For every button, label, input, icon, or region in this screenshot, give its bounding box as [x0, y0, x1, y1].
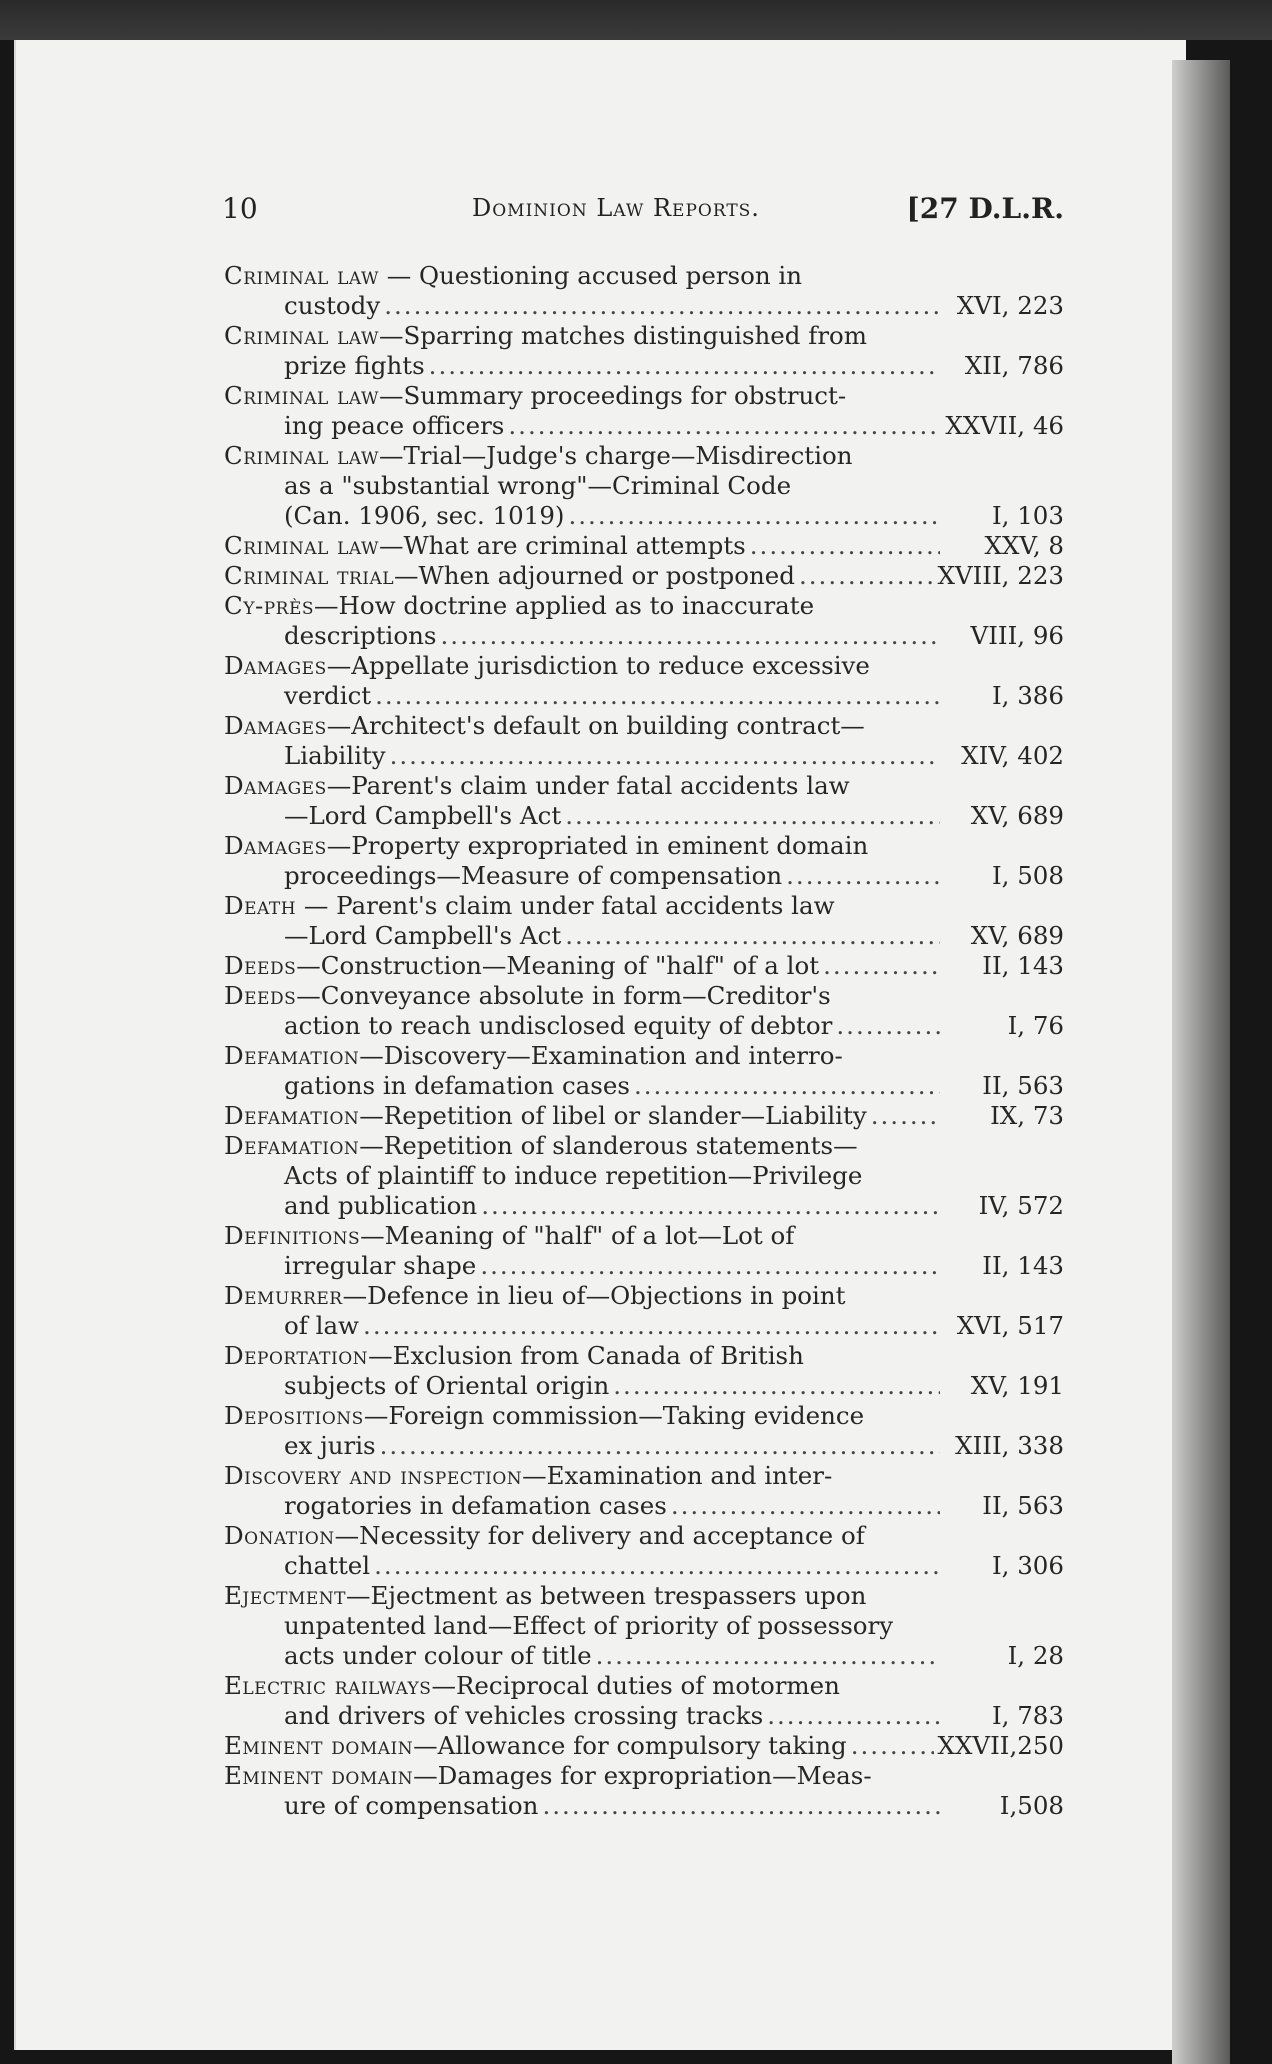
entry-heading-text: Definitions—Meaning of "half" of a lot—Lot of: [224, 1221, 795, 1250]
entry-continuation-text: ex juris: [284, 1431, 376, 1460]
volume-page-reference: I,508: [999, 1791, 1064, 1820]
volume-page-reference: I, 306: [991, 1551, 1064, 1580]
entry-heading-text: Deportation—Exclusion from Canada of British: [224, 1341, 804, 1370]
entry-line: [224, 471, 1064, 501]
entry-line: [224, 1581, 1064, 1611]
leader-dots: [823, 951, 940, 981]
entry-line: [224, 1311, 1064, 1341]
leader-dots: [613, 1371, 940, 1401]
entry-line: [224, 861, 1064, 891]
leader-dots: [542, 1791, 940, 1821]
entry-continuation-text: prize fights: [284, 351, 425, 380]
entry-line: [224, 291, 1064, 321]
leader-dots: [508, 411, 940, 441]
volume-page-reference: II, 143: [982, 951, 1064, 980]
entry-line: [224, 531, 1064, 561]
running-title: Dominion Law Reports.: [472, 194, 760, 222]
entry-continuation-text: irregular shape: [284, 1251, 477, 1280]
index-entry: [224, 1101, 1064, 1131]
volume-page-reference: XV, 191: [970, 1371, 1064, 1400]
volume-page-reference: XXVII,250: [937, 1731, 1064, 1760]
entry-continuation-text: descriptions: [284, 621, 437, 650]
entry-line: [224, 891, 1064, 921]
leader-dots: [363, 1311, 940, 1341]
entry-continuation-text: verdict: [284, 681, 372, 710]
leader-dots: [481, 1191, 940, 1221]
entry-line: [224, 1611, 1064, 1641]
entry-line: [224, 1101, 1064, 1131]
entry-line: [224, 591, 1064, 621]
entry-continuation-text: —Lord Campbell's Act: [284, 921, 562, 950]
entry-heading-text: Death — Parent's claim under fatal accidents law: [224, 891, 835, 920]
entry-line: [224, 1191, 1064, 1221]
leader-dots: [374, 1551, 940, 1581]
entry-line: [224, 1281, 1064, 1311]
index-entry: [224, 1461, 1064, 1521]
volume-page-reference: II, 563: [982, 1071, 1064, 1100]
entry-continuation-text: ure of compensation: [284, 1791, 539, 1820]
entry-heading-text: Damages—Property expropriated in eminent domain: [224, 831, 869, 860]
entry-heading-text: Donation—Necessity for delivery and acceptance of: [224, 1521, 865, 1550]
entry-heading-text: Demurrer—Defence in lieu of—Objections in point: [224, 1281, 846, 1310]
entry-continuation-text: chattel: [284, 1551, 371, 1580]
volume-page-reference: II, 563: [982, 1491, 1064, 1520]
leader-dots: [596, 1641, 940, 1671]
entry-line: [224, 1221, 1064, 1251]
index-entry: [224, 1731, 1064, 1761]
page-edge-shadow: [1172, 60, 1230, 2064]
entry-continuation-text: custody: [284, 291, 381, 320]
entry-heading-text: Electric railways—Reciprocal duties of motormen: [224, 1671, 840, 1700]
entry-line: [224, 1521, 1064, 1551]
entry-heading-text: Ejectment—Ejectment as between trespassers upon: [224, 1581, 867, 1610]
index-entry: [224, 1041, 1064, 1101]
page-number: 10: [222, 192, 258, 225]
entry-continuation-text: subjects of Oriental origin: [284, 1371, 610, 1400]
entry-line: [224, 1701, 1064, 1731]
leader-dots: [871, 1101, 940, 1131]
entry-line: [224, 921, 1064, 951]
volume-page-reference: XXVII, 46: [945, 411, 1064, 440]
entry-line: [224, 1041, 1064, 1071]
entry-continuation-text: unpatented land—Effect of priority of possessory: [284, 1611, 894, 1640]
volume-page-reference: XXV, 8: [984, 531, 1064, 560]
index-entry: [224, 1281, 1064, 1341]
leader-dots: [568, 501, 940, 531]
entry-heading-text: Cy-près—How doctrine applied as to inaccurate: [224, 591, 815, 620]
index-entry: [224, 1761, 1064, 1821]
volume-page-reference: XV, 689: [970, 801, 1064, 830]
entry-line: [224, 1551, 1064, 1581]
entry-line: [224, 1641, 1064, 1671]
entry-line: [224, 831, 1064, 861]
volume-page-reference: I, 508: [991, 861, 1064, 890]
entry-continuation-text: action to reach undisclosed equity of debtor: [284, 1011, 833, 1040]
entry-line: [224, 981, 1064, 1011]
entry-line: [224, 1071, 1064, 1101]
volume-page-reference: I, 386: [991, 681, 1064, 710]
leader-dots: [480, 1251, 940, 1281]
index-entry: [224, 561, 1064, 591]
entry-line: [224, 1341, 1064, 1371]
scan-border-top: [0, 0, 1272, 40]
entry-line: [224, 1491, 1064, 1521]
leader-dots: [634, 1071, 940, 1101]
index-entry: [224, 591, 1064, 651]
entry-heading-text: Criminal law—What are criminal attempts: [224, 531, 746, 560]
entry-continuation-text: rogatories in defamation cases: [284, 1491, 667, 1520]
entry-line: [224, 441, 1064, 471]
entry-line: [224, 501, 1064, 531]
entry-line: [224, 801, 1064, 831]
entry-line: [224, 1131, 1064, 1161]
volume-page-reference: I, 28: [1007, 1641, 1064, 1670]
volume-page-reference: IX, 73: [990, 1101, 1064, 1130]
index-entry: [224, 891, 1064, 951]
leader-dots: [380, 1431, 940, 1461]
entry-line: [224, 1161, 1064, 1191]
entry-heading-text: Criminal trial—When adjourned or postponed: [224, 561, 795, 590]
entry-continuation-text: and publication: [284, 1191, 478, 1220]
entry-heading-text: Damages—Appellate jurisdiction to reduce excessive: [224, 651, 870, 680]
index-entry: [224, 261, 1064, 321]
entry-heading-text: Discovery and inspection—Examination and inter-: [224, 1461, 833, 1490]
entry-line: [224, 771, 1064, 801]
index-entry: [224, 1401, 1064, 1461]
entry-continuation-text: and drivers of vehicles crossing tracks: [284, 1701, 764, 1730]
index-entry: [224, 381, 1064, 441]
entry-heading-text: Deeds—Construction—Meaning of "half" of a lot: [224, 951, 820, 980]
volume-page-reference: I, 76: [1007, 1011, 1064, 1040]
leader-dots: [851, 1731, 934, 1761]
index-entry: [224, 531, 1064, 561]
entry-continuation-text: —Lord Campbell's Act: [284, 801, 562, 830]
volume-page-reference: I, 783: [991, 1701, 1064, 1730]
volume-page-reference: XIII, 338: [955, 1431, 1064, 1460]
entry-continuation-text: proceedings—Measure of compensation: [284, 861, 783, 890]
entry-heading-text: Defamation—Discovery—Examination and interro-: [224, 1041, 843, 1070]
volume-page-reference: I, 103: [991, 501, 1064, 530]
entry-continuation-text: acts under colour of title: [284, 1641, 592, 1670]
entry-line: [224, 351, 1064, 381]
index-entry: [224, 1581, 1064, 1671]
volume-page-reference: XII, 786: [964, 351, 1064, 380]
index-entry: [224, 1521, 1064, 1581]
index-entry: [224, 1131, 1064, 1221]
index-entry: [224, 441, 1064, 531]
entry-line: [224, 561, 1064, 591]
leader-dots: [786, 861, 940, 891]
entry-heading-text: Criminal law—Sparring matches distinguished from: [224, 321, 868, 350]
index-entry: [224, 771, 1064, 831]
leader-dots: [750, 531, 940, 561]
entry-line: [224, 1671, 1064, 1701]
entry-heading-text: Criminal law—Summary proceedings for obstruct-: [224, 381, 847, 410]
entry-line: [224, 1431, 1064, 1461]
entry-line: [224, 1401, 1064, 1431]
entry-line: [224, 381, 1064, 411]
entry-line: [224, 621, 1064, 651]
entry-line: [224, 951, 1064, 981]
volume-page-reference: XVI, 223: [956, 291, 1064, 320]
entry-line: [224, 321, 1064, 351]
leader-dots: [767, 1701, 940, 1731]
entry-line: [224, 411, 1064, 441]
leader-dots: [799, 561, 934, 591]
entry-line: [224, 1791, 1064, 1821]
entry-line: [224, 1371, 1064, 1401]
entry-heading-text: Criminal law — Questioning accused person in: [224, 261, 803, 290]
entry-continuation-text: gations in defamation cases: [284, 1071, 630, 1100]
entry-heading-text: Damages—Parent's claim under fatal accidents law: [224, 771, 850, 800]
entry-heading-text: Criminal law—Trial—Judge's charge—Misdirection: [224, 441, 853, 470]
entry-line: [224, 741, 1064, 771]
volume-page-reference: IV, 572: [978, 1191, 1064, 1220]
index-entry: [224, 1671, 1064, 1731]
leader-dots: [441, 621, 941, 651]
volume-page-reference: VIII, 96: [970, 621, 1064, 650]
entry-line: [224, 1461, 1064, 1491]
index-entry: [224, 1341, 1064, 1401]
leader-dots: [836, 1011, 940, 1041]
entry-continuation-text: as a "substantial wrong"—Criminal Code: [284, 471, 792, 500]
entry-line: [224, 651, 1064, 681]
index-entry: [224, 711, 1064, 771]
entry-continuation-text: of law: [284, 1311, 360, 1340]
index-entry: [224, 951, 1064, 981]
entry-line: [224, 1761, 1064, 1791]
index-entry: [224, 981, 1064, 1041]
running-header: [222, 192, 1064, 232]
entry-heading-text: Eminent domain—Allowance for compulsory taking: [224, 1731, 847, 1760]
volume-page-reference: XV, 689: [970, 921, 1064, 950]
entry-continuation-text: Liability: [284, 741, 386, 770]
leader-dots: [429, 351, 940, 381]
volume-page-reference: XVIII, 223: [937, 561, 1064, 590]
entry-line: [224, 261, 1064, 291]
leader-dots: [671, 1491, 940, 1521]
entry-line: [224, 1011, 1064, 1041]
entry-line: [224, 1251, 1064, 1281]
entry-line: [224, 681, 1064, 711]
volume-page-reference: XVI, 517: [956, 1311, 1064, 1340]
leader-dots: [375, 681, 940, 711]
entry-heading-text: Eminent domain—Damages for expropriation—Meas-: [224, 1761, 872, 1790]
index-entry: [224, 1221, 1064, 1281]
entry-line: [224, 711, 1064, 741]
volume-reference: [27 D.L.R.: [906, 192, 1064, 225]
index-entry: [224, 651, 1064, 711]
leader-dots: [384, 291, 940, 321]
index-entry: [224, 321, 1064, 381]
entry-heading-text: Damages—Architect's default on building contract—: [224, 711, 865, 740]
leader-dots: [565, 921, 940, 951]
index-entry: [224, 831, 1064, 891]
entry-heading-text: Depositions—Foreign commission—Taking evidence: [224, 1401, 865, 1430]
entry-heading-text: Defamation—Repetition of slanderous statements—: [224, 1131, 858, 1160]
entry-continuation-text: (Can. 1906, sec. 1019): [284, 501, 565, 530]
index-entries: [224, 261, 1064, 1821]
volume-page-reference: XIV, 402: [961, 741, 1064, 770]
leader-dots: [390, 741, 940, 771]
entry-line: [224, 1731, 1064, 1761]
entry-heading-text: Defamation—Repetition of libel or slander—Liability: [224, 1101, 867, 1130]
leader-dots: [565, 801, 940, 831]
volume-page-reference: II, 143: [982, 1251, 1064, 1280]
entry-continuation-text: Acts of plaintiff to induce repetition—Privilege: [284, 1161, 863, 1190]
entry-heading-text: Deeds—Conveyance absolute in form—Creditor's: [224, 981, 831, 1010]
entry-continuation-text: ing peace officers: [284, 411, 505, 440]
